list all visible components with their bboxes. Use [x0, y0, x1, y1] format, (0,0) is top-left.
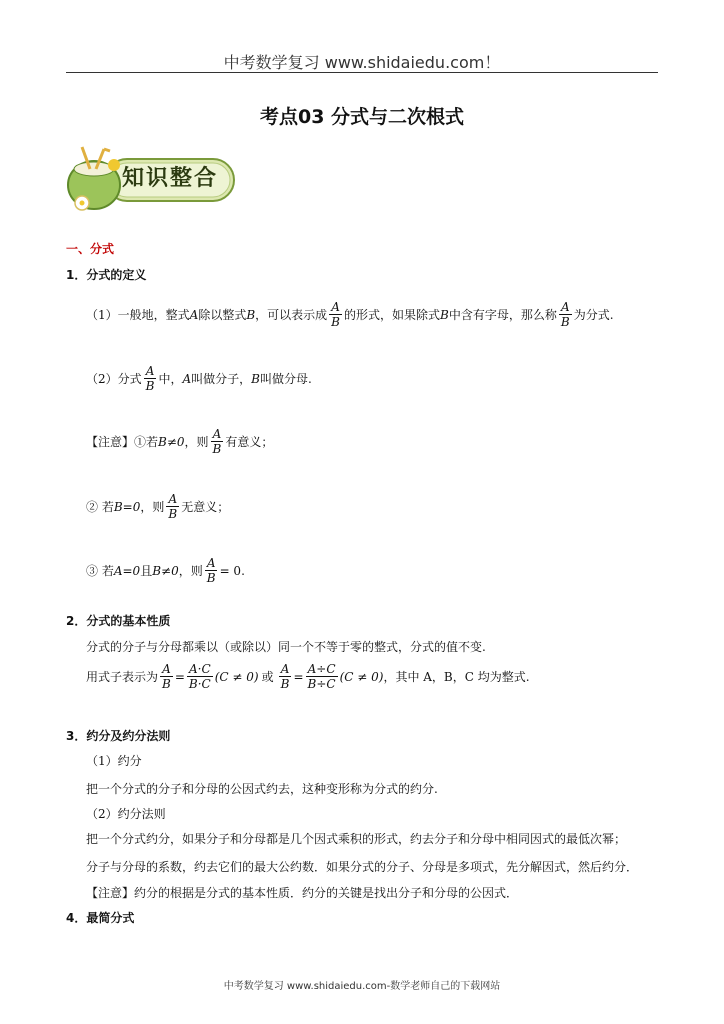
- denominator: B: [162, 677, 171, 691]
- denominator: B: [560, 315, 570, 329]
- note-2: [86, 492, 229, 521]
- numerator: A÷C: [307, 662, 336, 676]
- text: （1）一般地，整式: [86, 308, 190, 322]
- denominator: B: [206, 571, 216, 585]
- text: 或: [261, 670, 274, 684]
- fraction-left: [279, 662, 292, 691]
- var-b: B: [440, 307, 449, 322]
- fraction-a-over-b: [211, 427, 224, 456]
- text: = 0.: [219, 563, 245, 578]
- page-title: 考点03 分式与二次根式: [259, 106, 465, 128]
- sub-item-1: （1）约分: [86, 754, 142, 768]
- numerator: A: [212, 427, 222, 441]
- reduction-rule-1: 把一个分式约分，如果分子和分母都是几个因式乘积的形式，约去分子和分母中相同因式的最低次幂；: [86, 832, 627, 846]
- property-text: 分式的分子与分母都乘以（或除以）同一个不等于零的整式，分式的值不变.: [86, 640, 486, 654]
- text: 叫做分母.: [260, 372, 312, 386]
- knowledge-banner: [64, 145, 240, 213]
- text: 中，: [158, 372, 183, 386]
- definition-paragraph-1: [86, 300, 614, 329]
- condition: (C ≠ 0): [339, 669, 384, 684]
- numerator: A: [206, 556, 216, 570]
- numerator: A·C: [188, 662, 211, 676]
- numerator: A: [280, 662, 290, 676]
- header-divider: [66, 72, 658, 73]
- var-b: B: [251, 371, 260, 386]
- text: 无意义；: [181, 500, 230, 514]
- definition-paragraph-2: [86, 364, 312, 393]
- text: ，则: [184, 435, 209, 449]
- var-a: A: [182, 371, 192, 386]
- text: 且: [140, 564, 153, 578]
- section-heading-fractions: 一、分式: [66, 242, 115, 256]
- numerator: A: [162, 662, 171, 676]
- reduction-rule-2: 分子与分母的系数，约去它们的最大公约数．如果分式的分子、分母是多项式，先分解因式，然后约分．: [86, 860, 639, 874]
- fraction-a-over-b: [559, 300, 572, 329]
- denominator: B: [331, 315, 340, 329]
- sub-item-2: （2）约分法则: [86, 807, 166, 821]
- subheading-definition: 1．分式的定义: [66, 268, 147, 282]
- text: ，则: [140, 500, 165, 514]
- text: 【注意】①若: [86, 435, 159, 449]
- property-formula: [86, 662, 530, 691]
- fraction-divide: [306, 662, 338, 691]
- page-footer: 中考数学复习 www.shidaiedu.com-数学老师自己的下载网站: [223, 981, 501, 992]
- text: 叫做分子，: [191, 372, 252, 386]
- numerator: A: [168, 492, 178, 506]
- denominator: B÷C: [307, 677, 336, 691]
- numerator: A: [145, 364, 155, 378]
- var-b: B: [246, 307, 256, 322]
- fraction-a-over-b: [329, 300, 342, 329]
- text: 有意义；: [225, 435, 274, 449]
- reduction-note: 【注意】约分的根据是分式的基本性质．约分的关键是找出分子和分母的公因式．: [86, 886, 519, 900]
- reduction-text: 把一个分式的分子和分母的公因式约去，这种变形称为分式的约分.: [86, 782, 438, 796]
- text: ③ 若: [86, 564, 114, 578]
- note-3: [86, 556, 245, 585]
- text: ，其中 A，B，C 均为整式.: [383, 670, 530, 684]
- numerator: A: [331, 300, 340, 314]
- fraction-left: [160, 662, 173, 691]
- note-1: [86, 427, 273, 456]
- condition: B≠0: [158, 434, 185, 449]
- page-header: 中考数学复习 www.shidaiedu.com！: [223, 53, 501, 72]
- equals: =: [174, 669, 185, 684]
- fraction-multiply: [187, 662, 213, 691]
- subheading-basic-property: 2．分式的基本性质: [66, 614, 171, 628]
- subheading-simplest-fraction: 4．最简分式: [66, 911, 135, 925]
- subheading-reduction: 3．约分及约分法则: [66, 729, 171, 743]
- text: ，则: [178, 564, 203, 578]
- fraction-a-over-b: [144, 364, 157, 393]
- text: 中含有字母，那么称: [448, 308, 557, 322]
- text: ，可以表示成: [255, 308, 328, 322]
- condition: (C ≠ 0): [214, 669, 259, 684]
- var-a: A: [189, 307, 199, 322]
- condition: B≠0: [152, 563, 179, 578]
- banner-label: 知识整合: [122, 166, 219, 191]
- condition: B=0: [113, 499, 141, 514]
- denominator: B: [212, 442, 222, 456]
- condition: A=0: [113, 563, 141, 578]
- text: 为分式.: [573, 308, 614, 322]
- text: 用式子表示为: [86, 670, 159, 684]
- text: ② 若: [86, 500, 114, 514]
- text: 除以整式: [198, 308, 247, 322]
- text: （2）分式: [86, 372, 142, 386]
- denominator: B: [168, 507, 178, 521]
- fraction-a-over-b: [205, 556, 218, 585]
- numerator: A: [560, 300, 570, 314]
- equals: =: [293, 669, 304, 684]
- fraction-a-over-b: [166, 492, 179, 521]
- denominator: B: [280, 677, 290, 691]
- text: 的形式，如果除式: [344, 308, 441, 322]
- denominator: B·C: [188, 677, 211, 691]
- denominator: B: [145, 379, 155, 393]
